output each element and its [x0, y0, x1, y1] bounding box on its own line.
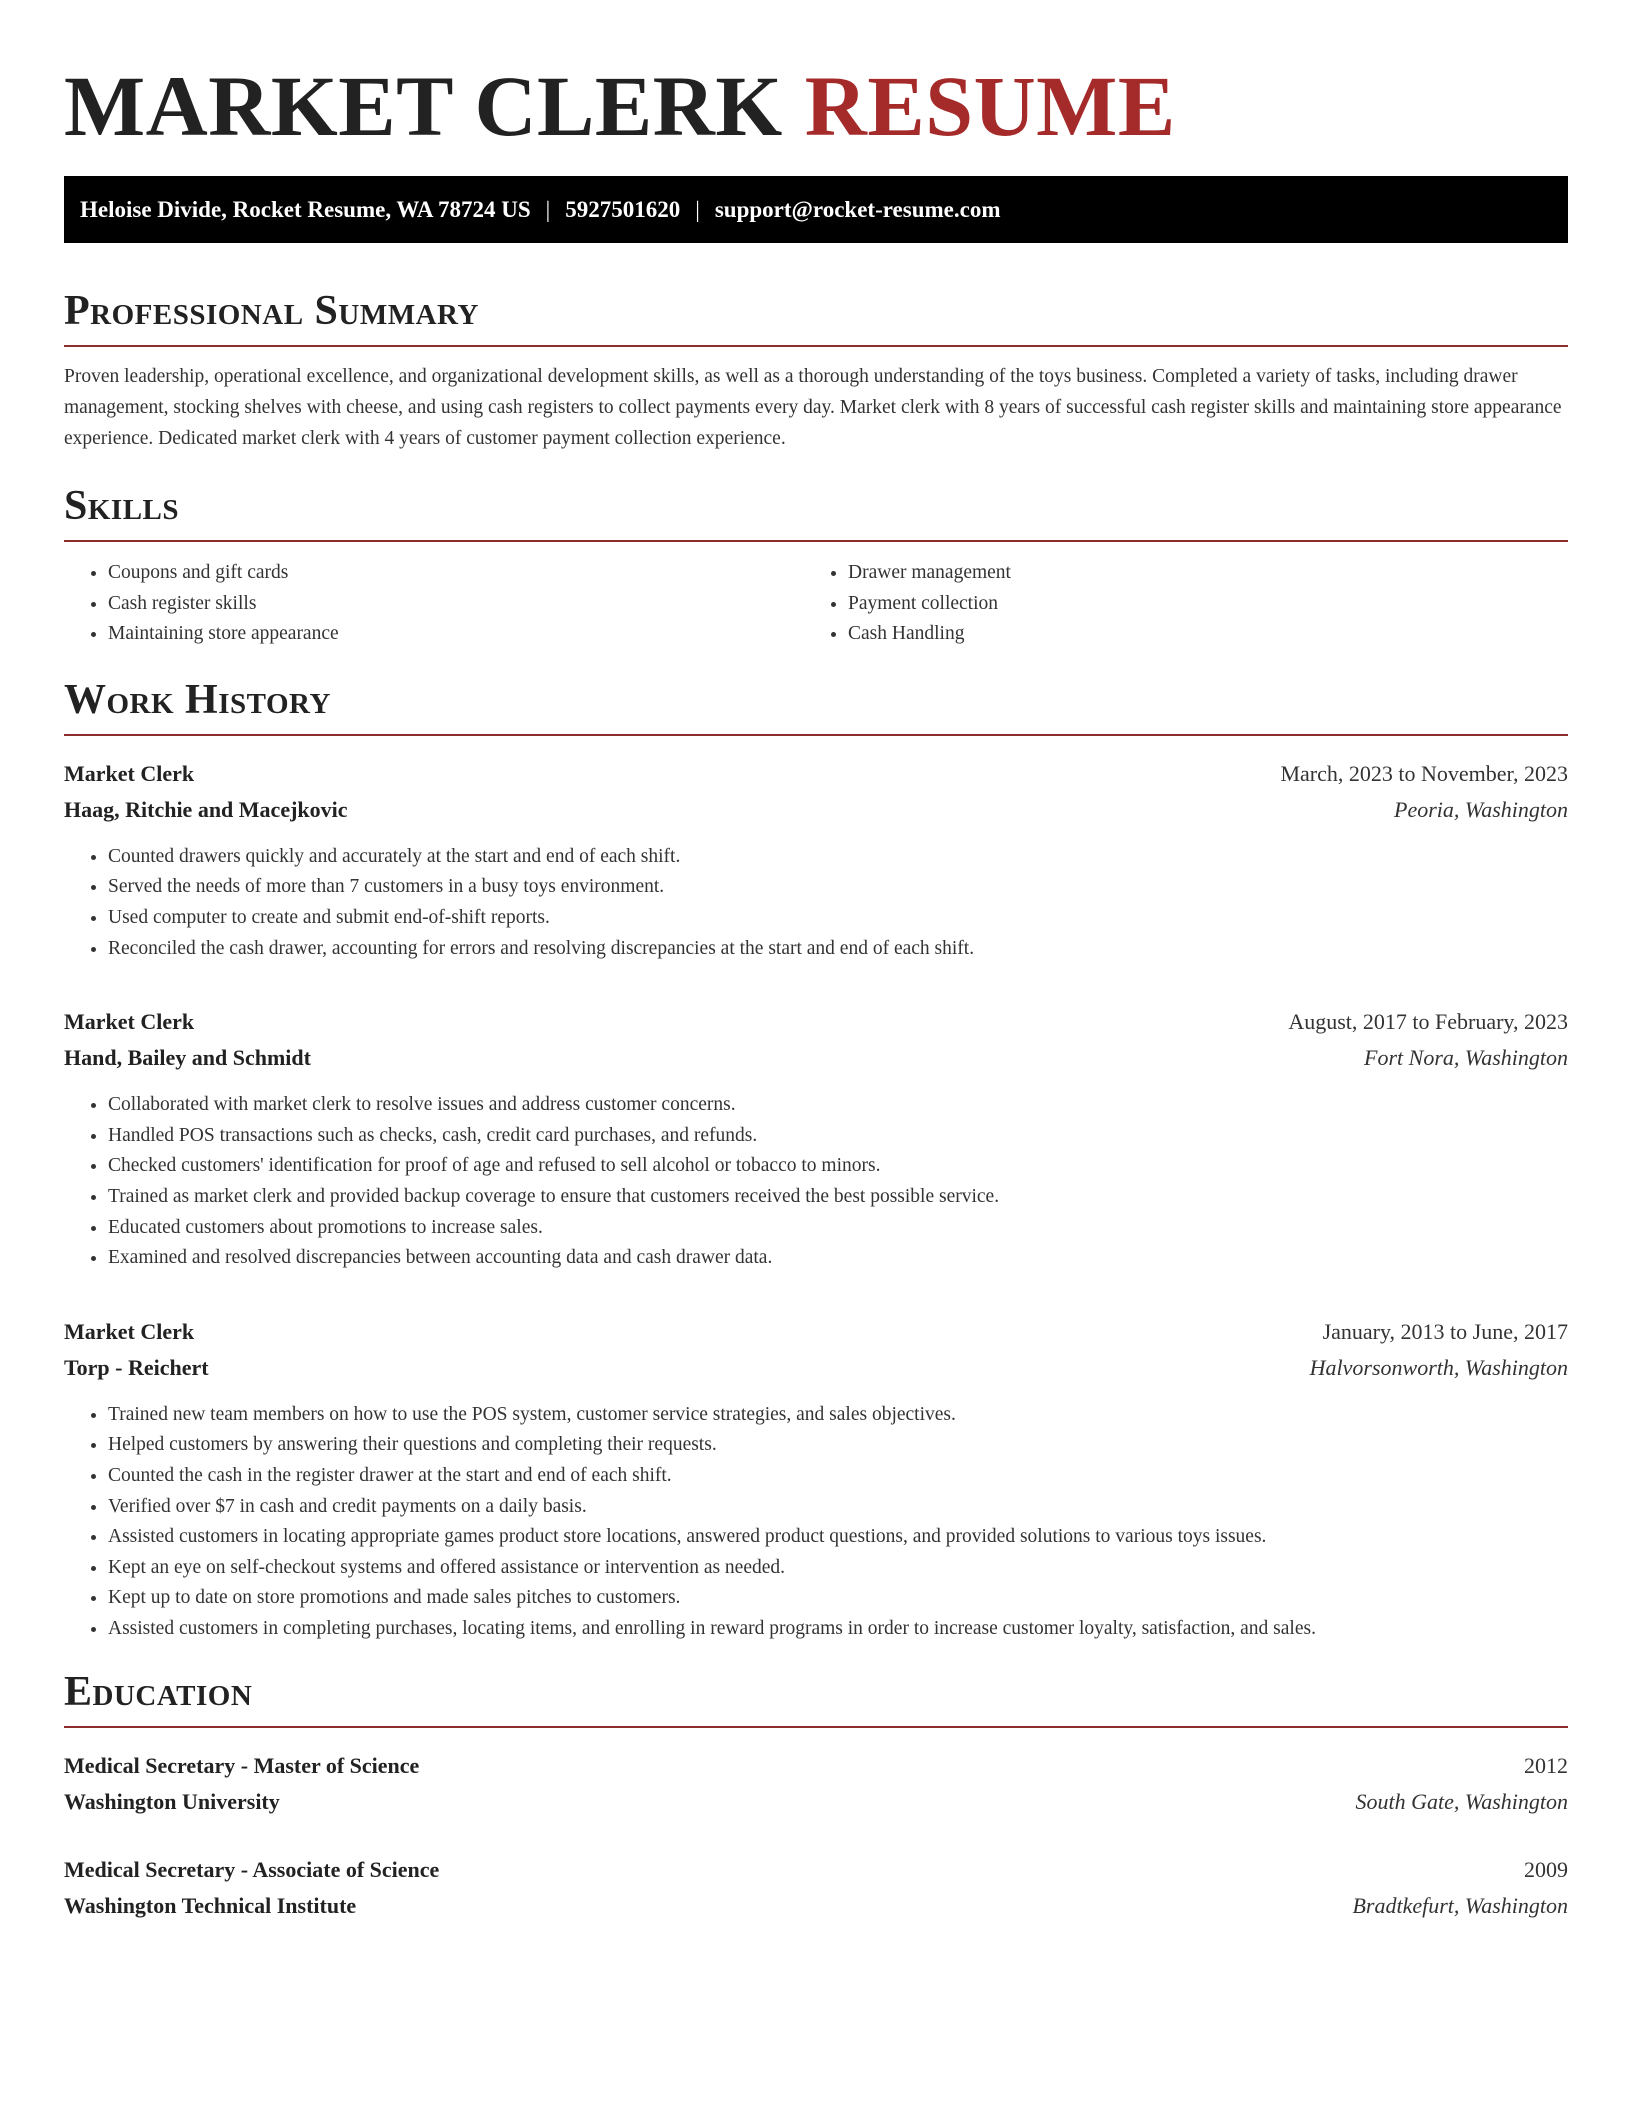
job-dates: January, 2013 to June, 2017 — [1322, 1318, 1568, 1344]
summary-heading: Professional Summary — [64, 287, 1568, 347]
title-main: MARKET CLERK — [64, 58, 783, 154]
job-entry — [64, 756, 1568, 964]
job-bullet: • Counted the cash in the register drawer at the start and end of each shift. — [108, 1461, 1568, 1492]
summary-text: Proven leadership, operational excellence, and organizational development skills, as well as a thorough understanding of the toys business. Completed a variety of tasks, including drawer management, stocking shelves with cheese, and using cash registers to collect payments every day. Market clerk with 8 years of successful cash register skills and maintaining store appearance experience. Dedicated market clerk with 4 years of customer payment collection experience. — [64, 366, 1562, 449]
education-school: Washington Technical Institute — [64, 1893, 357, 1919]
job-bullets — [64, 1400, 1568, 1645]
job-company-row — [64, 1040, 1568, 1076]
job-title: Market Clerk — [64, 1009, 195, 1035]
contact-address: Heloise Divide, Rocket Resume, WA 78724 US — [80, 196, 531, 222]
job-title-row — [64, 756, 1568, 792]
education-entry — [64, 1748, 1568, 1820]
education-degree: Medical Secretary - Master of Science — [64, 1753, 420, 1779]
education-heading: Education — [64, 1668, 1568, 1728]
education-location: South Gate, Washington — [1355, 1789, 1568, 1815]
skills-column-right — [804, 558, 1544, 650]
job-entry — [64, 1004, 1568, 1274]
contact-phone: 5927501620 — [565, 196, 681, 222]
skill-item: • Coupons and gift cards — [108, 558, 804, 589]
job-title-row — [64, 1004, 1568, 1040]
job-company: Haag, Ritchie and Macejkovic — [64, 796, 348, 822]
job-company: Hand, Bailey and Schmidt — [64, 1045, 311, 1071]
resume-page — [64, 0, 1568, 1924]
job-bullet: • Assisted customers in locating appropriate games product store locations, answered product questions, and provided solutions to various toys issues. — [108, 1522, 1568, 1553]
job-company: Torp - Reichert — [64, 1354, 209, 1380]
job-bullet: • Educated customers about promotions to increase sales. — [108, 1213, 1568, 1244]
education-school-row — [64, 1888, 1568, 1924]
job-bullet: • Used computer to create and submit end-of-shift reports. — [108, 903, 1568, 934]
title-accent: RESUME — [804, 58, 1176, 154]
skill-item: • Cash Handling — [848, 619, 1544, 650]
job-bullets — [64, 1090, 1568, 1274]
education-degree: Medical Secretary - Associate of Science — [64, 1857, 440, 1883]
education-degree-row — [64, 1852, 1568, 1888]
job-company-row — [64, 1350, 1568, 1386]
job-bullet: • Reconciled the cash drawer, accounting for errors and resolving discrepancies at the start and end of each shift. — [108, 934, 1568, 965]
job-bullets — [64, 842, 1568, 964]
job-title: Market Clerk — [64, 760, 195, 786]
job-bullet: • Kept up to date on store promotions and made sales pitches to customers. — [108, 1583, 1568, 1614]
job-dates: August, 2017 to February, 2023 — [1288, 1009, 1568, 1035]
job-location: Halvorsonworth, Washington — [1309, 1354, 1568, 1380]
education-school-row — [64, 1784, 1568, 1820]
work-history-heading: Work History — [64, 676, 1568, 736]
contact-separator: | — [695, 196, 700, 222]
education-year: 2009 — [1524, 1857, 1568, 1883]
contact-bar — [64, 176, 1568, 243]
job-bullet: • Trained new team members on how to use the POS system, customer service strategies, and sales objectives. — [108, 1400, 1568, 1431]
job-bullet: • Verified over $7 in cash and credit payments on a daily basis. — [108, 1492, 1568, 1523]
job-bullet: • Collaborated with market clerk to resolve issues and address customer concerns. — [108, 1090, 1568, 1121]
skills-heading: Skills — [64, 482, 1568, 542]
job-bullet: • Counted drawers quickly and accurately at the start and end of each shift. — [108, 842, 1568, 873]
skill-item: • Cash register skills — [108, 589, 804, 620]
job-location: Fort Nora, Washington — [1364, 1045, 1568, 1071]
skills-list — [64, 558, 1568, 650]
education-school: Washington University — [64, 1789, 280, 1815]
resume-title — [64, 0, 1568, 156]
job-bullet: • Handled POS transactions such as checks, cash, credit card purchases, and refunds. — [108, 1121, 1568, 1152]
skills-column-left — [64, 558, 804, 650]
education-location: Bradtkefurt, Washington — [1352, 1893, 1568, 1919]
job-company-row — [64, 792, 1568, 828]
job-bullet: • Examined and resolved discrepancies between accounting data and cash drawer data. — [108, 1243, 1568, 1274]
skill-item: • Maintaining store appearance — [108, 619, 804, 650]
skill-item: • Drawer management — [848, 558, 1544, 589]
skill-item: • Payment collection — [848, 589, 1544, 620]
job-bullet: • Trained as market clerk and provided backup coverage to ensure that customers received the best possible service. — [108, 1182, 1568, 1213]
job-bullet: • Served the needs of more than 7 customers in a busy toys environment. — [108, 872, 1568, 903]
education-degree-row — [64, 1748, 1568, 1784]
job-bullet: • Helped customers by answering their questions and completing their requests. — [108, 1430, 1568, 1461]
job-dates: March, 2023 to November, 2023 — [1280, 760, 1568, 786]
job-bullet: • Assisted customers in completing purchases, locating items, and enrolling in reward programs in order to increase customer loyalty, satisfaction, and sales. — [108, 1614, 1568, 1645]
job-bullet: • Kept an eye on self-checkout systems and offered assistance or intervention as needed. — [108, 1553, 1568, 1584]
education-year: 2012 — [1524, 1753, 1568, 1779]
job-bullet: • Checked customers' identification for proof of age and refused to sell alcohol or tobacco to minors. — [108, 1151, 1568, 1182]
job-location: Peoria, Washington — [1394, 796, 1568, 822]
job-entry — [64, 1314, 1568, 1645]
contact-separator: | — [545, 196, 551, 222]
education-entry — [64, 1852, 1568, 1924]
job-title: Market Clerk — [64, 1318, 195, 1344]
contact-email: support@rocket-resume.com — [714, 196, 1001, 222]
job-title-row — [64, 1314, 1568, 1350]
